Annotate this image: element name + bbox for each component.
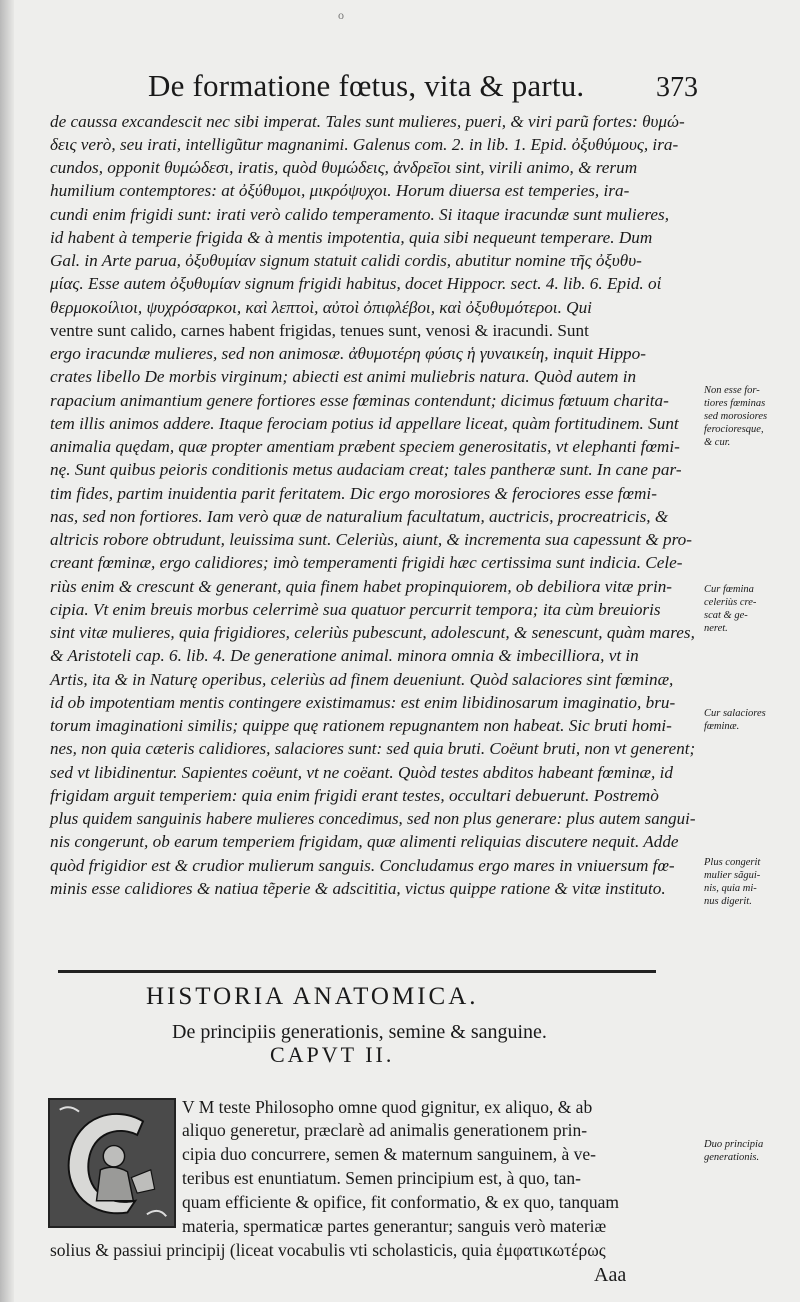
page-binding-shadow bbox=[0, 0, 14, 1302]
margin-note-line: Cur fœmina bbox=[704, 584, 754, 595]
margin-note-line: mulier sãgui- bbox=[704, 870, 761, 881]
text-line: de caussa excandescit nec sibi imperat. Tales sunt mulieres, pueri, & viri parũ fortes: θυμώ- bbox=[50, 112, 685, 131]
text-line: δεις verò, seu irati, intelligũtur magnanimi. Galenus com. 2. in lib. 1. Epid. ὀξυθύμους, ira- bbox=[50, 135, 679, 154]
margin-note-line: fœminæ. bbox=[704, 721, 740, 732]
text-line: altricis robore obtrudunt, leuissima sunt. Celeriùs, aiunt, & incrementa sua capessunt & pro- bbox=[50, 530, 692, 549]
text-line: cipia duo concurrere, semen & maternum sanguinem, à ve- bbox=[182, 1144, 597, 1164]
text-line: ergo iracundæ mulieres, sed non animosæ. ἀθυμοτέρη φύσις ἡ γυναικείη, inquit Hippo- bbox=[50, 344, 646, 363]
text-line: id ob impotentiam mentis contingere existimamus: est enim libidinosarum imaginatio, bru- bbox=[50, 693, 676, 712]
text-line: rapacium animantium genere fortiores esse fœminas contendunt; dicimus fœtuum charita- bbox=[50, 391, 669, 410]
running-header-title: De formatione fœtus, vita & partu. bbox=[148, 68, 585, 103]
text-line: nis congerunt, ob earum temperiem frigidam, quæ alimenti reliquias discutere nequit. Adde bbox=[50, 832, 679, 851]
margin-note-line: celeriùs cre- bbox=[704, 597, 757, 608]
text-line: tem illis animos addere. Itaque ferociam potius id appellare liceat, quàm fortitudinem. Sunt bbox=[50, 414, 679, 433]
margin-note bbox=[704, 1138, 796, 1164]
text-line: quam efficiente & opifice, fit conformatio, & ex quo, tanquam bbox=[182, 1192, 620, 1212]
margin-note-line: tiores fœminas bbox=[704, 398, 766, 409]
text-line: nę. Sunt quibus peioris conditionis metus audaciam creat; tales pantheræ sunt. In cane par- bbox=[50, 460, 682, 479]
margin-note-line: Cur salaciores bbox=[704, 708, 766, 719]
text-line: crates libello De morbis virginum; abiecti est animi muliebris natura. Quòd autem in bbox=[50, 367, 637, 386]
margin-note-line: sed morosiores bbox=[704, 411, 768, 422]
woodcut-figure-icon bbox=[50, 1100, 174, 1226]
margin-note-line: nus digerit. bbox=[704, 896, 752, 907]
margin-note-line: Duo principia bbox=[704, 1139, 764, 1150]
decorated-initial-c bbox=[48, 1098, 176, 1228]
text-line: creant fœminæ, ergo calidiores; imò temperamenti frigidi hæc certissima sunt indicia. Cele- bbox=[50, 553, 683, 572]
text-line: quòd frigidior est & crudior mulierum sanguis. Concludamus ergo mares in vniuersum fœ- bbox=[50, 856, 675, 875]
section-subtitle: De principiis generationis, semine & sanguine. bbox=[172, 1021, 547, 1043]
text-line: nas, sed non fortiores. Iam verò quæ de naturalium facultatum, auctricis, procreatricis, & bbox=[50, 507, 669, 526]
text-line: minis esse calidiores & natiua tẽperie & adscititia, victus quippe ratione & vitæ instituto. bbox=[50, 879, 666, 898]
margin-note-line: nis, quia mi- bbox=[704, 883, 757, 894]
text-line: ventre sunt calido, carnes habent frigidas, tenues sunt, venosi & iracundi. Sunt bbox=[50, 321, 589, 340]
text-line: sed vt libidinentur. Sapientes coëunt, vt ne coëant. Quòd testes abditos habeant fœminæ, id bbox=[50, 763, 673, 782]
text-line: torum imaginationi similis; quippe quę rationem repugnantem non habeat. Sic bruti homi- bbox=[50, 716, 672, 735]
text-line: cipia. Vt enim breuis morbus celerrimè sua quatuor percurrit tempora; ita cùm breuioris bbox=[50, 600, 661, 619]
text-line: humilium contemptores: at ὀξύθυμοι, μικρόψυχοι. Horum diuersa est temperies, ira- bbox=[50, 181, 630, 200]
top-mark: o bbox=[338, 8, 344, 22]
text-line: & Aristoteli cap. 6. lib. 4. De generatione animal. minora omnia & imbecilliora, vt in bbox=[50, 646, 639, 665]
chapter-heading: CAPVT II. bbox=[270, 1042, 395, 1067]
text-line: riùs enim & crescunt & generant, quia finem habet propinquiorem, ob debiliora vitæ prin- bbox=[50, 577, 673, 596]
text-line: animalia quędam, quæ propter amentiam præbent speciem generositatis, vt elephanti fœmi- bbox=[50, 437, 680, 456]
margin-note bbox=[704, 583, 796, 635]
signature-mark: Aaa bbox=[594, 1264, 627, 1286]
page-number: 373 bbox=[656, 72, 698, 103]
text-line: Artis, ita & in Naturę operibus, celeriùs ad finem deueniunt. Quòd salaciores sint fœminæ, bbox=[50, 670, 674, 689]
text-line: id habent à temperie frigida & à mentis impotentia, quia sibi nequeunt temperare. Dum bbox=[50, 228, 653, 247]
margin-note bbox=[704, 707, 796, 733]
margin-note bbox=[704, 856, 796, 908]
text-line: plus quidem sanguinis habere mulieres concedimus, sed non plus generare: plus autem sangui- bbox=[50, 809, 696, 828]
section-title: HISTORIA ANATOMICA. bbox=[146, 983, 479, 1010]
text-line: nes, non quia cæteris calidiores, salaciores sunt: sed quia bruti. Coëunt bruti, non vt generent; bbox=[50, 739, 696, 758]
text-line: cundos, opponit θυμώδεσι, iratis, quòd θυμώδεις, ἀνδρεῖοι sint, virili animo, & rerum bbox=[50, 158, 638, 177]
margin-note-line: ferocioresque, bbox=[704, 424, 764, 435]
text-line: aliquo generetur, præclarè ad animalis generationem prin- bbox=[182, 1120, 588, 1140]
text-line: tim fides, partim inuidentia parit feritatem. Dic ergo morosiores & ferociores esse fœmi- bbox=[50, 484, 657, 503]
text-line: cundi enim frigidi sunt: irati verò calido temperamento. Si itaque iracundæ sunt mulieres, bbox=[50, 205, 670, 224]
text-line: materia, spermaticæ partes generantur; sanguis verò materiæ bbox=[182, 1216, 607, 1236]
text-line: frigidam arguit temperiem: quia enim frigidi erant testes, occultari debuerunt. Postremò bbox=[50, 786, 659, 805]
text-line: sint vitæ mulieres, quia frigidiores, celeriùs pubescunt, adolescunt, & senescunt, quàm mares, bbox=[50, 623, 695, 642]
margin-note bbox=[704, 384, 796, 449]
margin-note-line: & cur. bbox=[704, 437, 731, 448]
margin-note-line: generationis. bbox=[704, 1152, 760, 1163]
text-line: solius & passiui principij (liceat vocabulis vti scholasticis, quia ἐμφατικωτέρως bbox=[50, 1240, 606, 1260]
text-line: μίας. Esse autem ὀξυθυμίαν signum frigidi habitus, docet Hippocr. sect. 4. lib. 6. Epid. οἱ bbox=[50, 274, 662, 293]
text-line: teribus est enuntiatum. Semen principium est, à quo, tan- bbox=[182, 1168, 582, 1188]
section-divider bbox=[58, 970, 656, 973]
text-line: θερμοκοίλιοι, ψυχρόσαρκοι, καὶ λεπτοὶ, αὐτοὶ ὀπιφλέβοι, καὶ ὀξυθυμότεροι. Qui bbox=[50, 298, 592, 317]
margin-note-line: Non esse for- bbox=[704, 385, 760, 396]
margin-note-line: Plus congerit bbox=[704, 857, 761, 868]
margin-note-line: scat & ge- bbox=[704, 610, 748, 621]
text-line: Gal. in Arte parua, ὀξυθυμίαν signum statuit calidi cordis, abutitur nomine τῆς ὀξυθυ- bbox=[50, 251, 642, 270]
text-line: V M teste Philosopho omne quod gignitur, ex aliquo, & ab bbox=[182, 1097, 593, 1117]
margin-note-line: neret. bbox=[704, 623, 728, 634]
